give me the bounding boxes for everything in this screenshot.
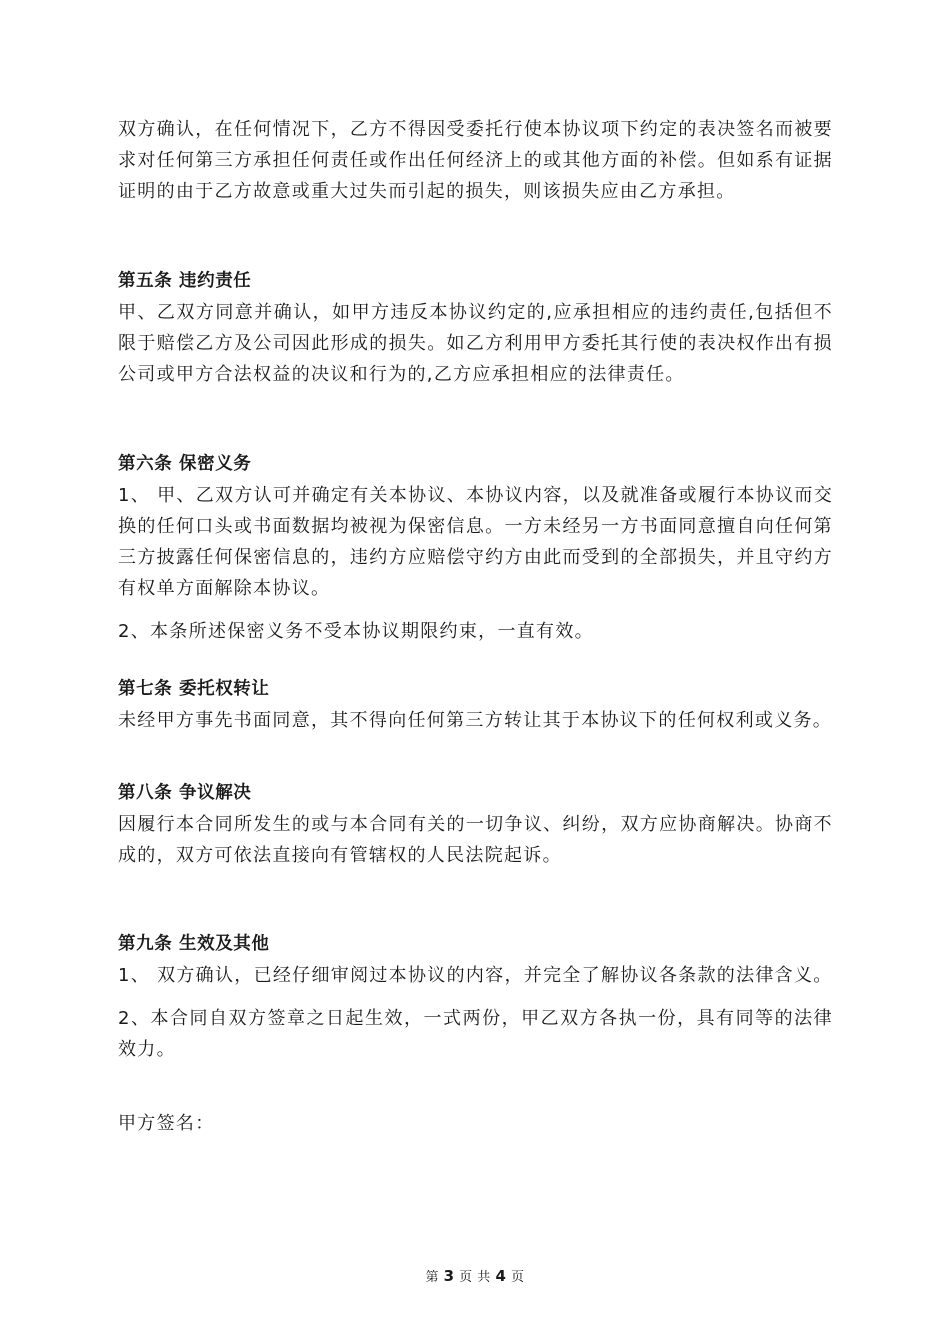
article5-title: 第五条 违约责任	[118, 271, 252, 291]
article7-title: 第七条 委托权转让	[118, 679, 270, 699]
article6-item2: 2、本条所述保密义务不受本协议期限约束，一直有效。	[118, 621, 594, 642]
article9-title: 第九条 生效及其他	[118, 934, 270, 954]
footer-page-number: 3	[443, 1267, 455, 1285]
intro-paragraph: 双方确认，在任何情况下，乙方不得因受委托行使本协议项下约定的表决签名而被要求对任何第三方承担任何责任或作出任何经济上的或其他方面的补偿。但如系有证据证明的由于乙方故意或重大过失而引起的损失，则该损失应由乙方承担。	[118, 119, 833, 202]
article5-body: 甲、乙双方同意并确认，如甲方违反本协议约定的,应承担相应的违约责任,包括但不限于赔偿乙方及公司因此形成的损失。如乙方利用甲方委托其行使的表决权作出有损公司或甲方合法权益的决议和行为的,乙方应承担相应的法律责任。	[118, 302, 833, 385]
article6-item1: 1、 甲、乙双方认可并确定有关本协议、本协议内容，以及就准备或履行本协议而交换的任何口头或书面数据均被视为保密信息。一方未经另一方书面同意擅自向任何第三方披露任何保密信息的，违约方应赔偿守约方由此而受到的全部损失，并且守约方有权单方面解除本协议。	[118, 485, 833, 599]
article8-body: 因履行本合同所发生的或与本合同有关的一切争议、纠纷，双方应协商解决。协商不成的，双方可依法直接向有管辖权的人民法院起诉。	[118, 814, 833, 866]
article7-body: 未经甲方事先书面同意，其不得向任何第三方转让其于本协议下的任何权利或义务。	[118, 710, 833, 731]
article8-title: 第八条 争议解决	[118, 783, 252, 803]
footer-middle: 页 共	[459, 1270, 491, 1285]
footer-suffix: 页	[511, 1270, 525, 1285]
article6-title: 第六条 保密义务	[118, 454, 252, 474]
footer-prefix: 第	[425, 1270, 439, 1285]
footer-total-pages: 4	[495, 1267, 507, 1285]
signature-label: 甲方签名：	[118, 1113, 215, 1134]
page-footer	[0, 1266, 950, 1285]
article9-item1: 1、 双方确认，已经仔细审阅过本协议的内容，并完全了解协议各条款的法律含义。	[118, 965, 833, 986]
document-page	[118, 114, 833, 1139]
article9-item2: 2、本合同自双方签章之日起生效，一式两份，甲乙双方各执一份，具有同等的法律效力。	[118, 1008, 833, 1060]
